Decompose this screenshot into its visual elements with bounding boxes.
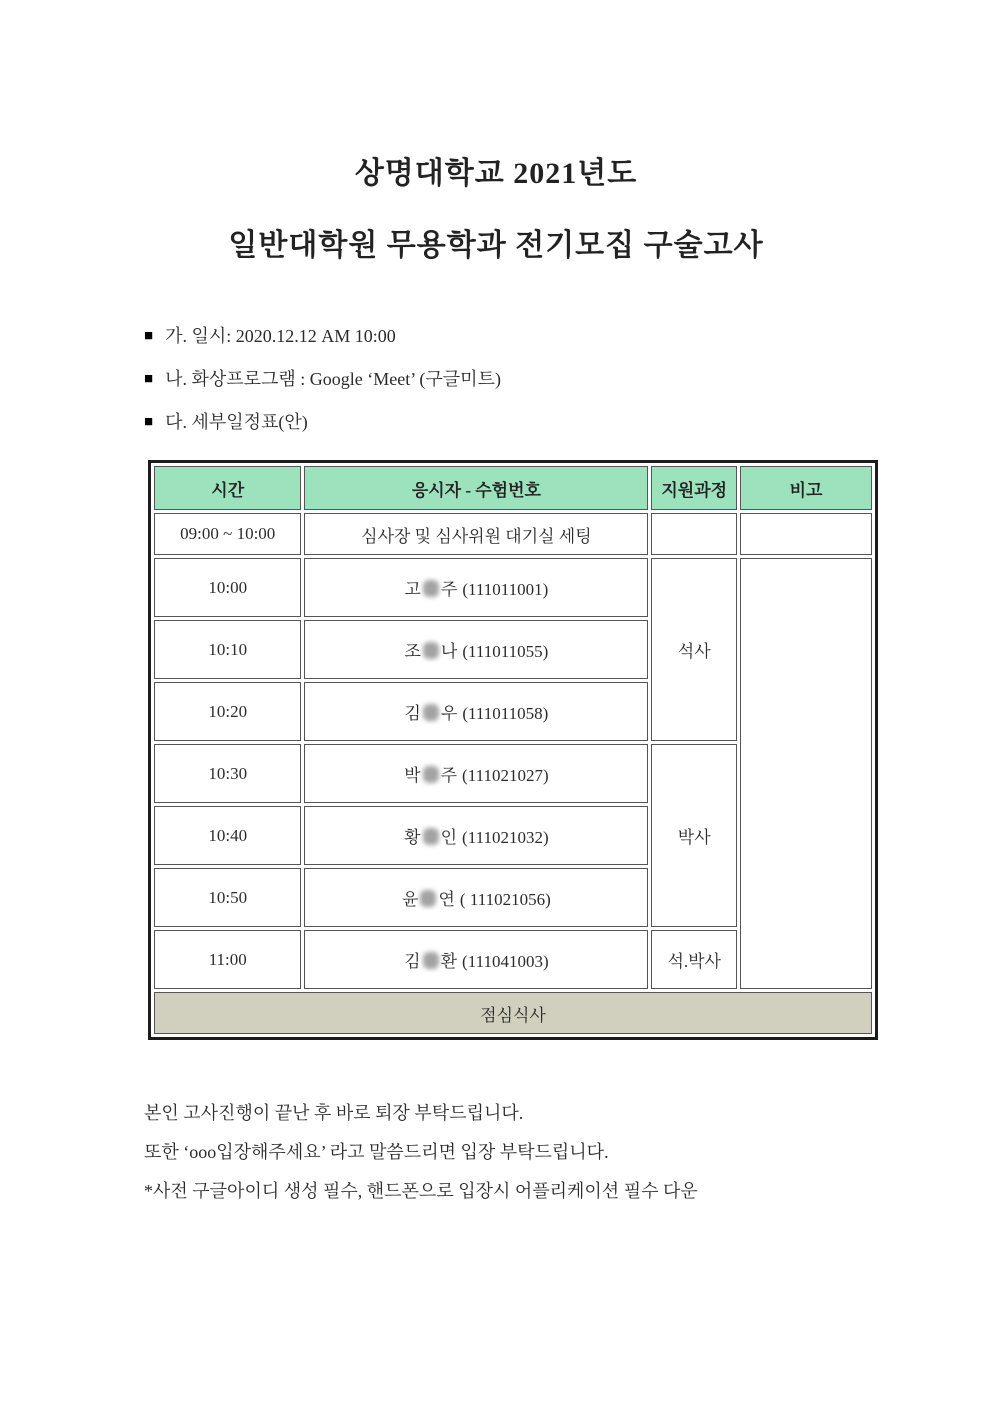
candidate-cell xyxy=(304,744,648,803)
candidate-cell xyxy=(304,620,648,679)
candidate-name-prefix: 윤 xyxy=(402,890,419,909)
time-cell: 10:50 xyxy=(154,868,301,927)
info-list xyxy=(144,324,992,434)
exam-number: (111041003) xyxy=(462,952,549,971)
info-item-label: 다. 세부일정표(안) xyxy=(165,412,308,432)
time-cell: 10:10 xyxy=(154,620,301,679)
col-header-time: 시간 xyxy=(154,466,301,510)
candidate-name-prefix: 조 xyxy=(404,642,421,661)
redacted-character xyxy=(423,580,439,597)
info-item-label: 나. 화상프로그램 : Google ‘Meet’ (구글미트) xyxy=(165,369,501,389)
note-line: 또한 ‘ooo입장해주세요’ 라고 말씀드리면 입장 부탁드립니다. xyxy=(144,1142,609,1162)
setup-time-cell: 09:00 ~ 10:00 xyxy=(154,513,301,555)
candidate-name-suffix: 연 xyxy=(438,890,455,909)
candidate-name-suffix: 인 xyxy=(440,828,458,847)
exam-number: (111011055) xyxy=(462,642,549,661)
candidate-name-prefix: 김 xyxy=(404,704,421,723)
info-item-program xyxy=(144,367,992,391)
table-header-row xyxy=(154,466,872,510)
info-item-date xyxy=(144,324,992,348)
time-cell: 10:20 xyxy=(154,682,301,741)
candidate-name-prefix: 김 xyxy=(404,952,421,971)
info-item-label: 가. 일시: 2020.12.12 AM 10:00 xyxy=(165,326,396,346)
redacted-character xyxy=(420,890,436,907)
title-line-1: 상명대학교 2021년도 xyxy=(354,157,638,190)
title-line-2: 일반대학원 무용학과 전기모집 구술고사 xyxy=(228,229,764,262)
candidate-name-suffix: 환 xyxy=(440,952,458,971)
empty-program-cell xyxy=(651,513,737,555)
setup-description-cell: 심사장 및 심사위원 대기실 세팅 xyxy=(304,513,648,555)
candidate-cell xyxy=(304,930,648,989)
candidate-cell xyxy=(304,806,648,865)
candidate-name-suffix: 나 xyxy=(440,642,458,661)
table-row xyxy=(154,558,872,617)
candidate-name-suffix: 우 xyxy=(440,704,458,723)
exam-number: (111011001) xyxy=(462,580,549,599)
table-row-setup xyxy=(154,513,872,555)
program-cell-doctoral: 박사 xyxy=(651,744,737,927)
footer-notes xyxy=(144,1094,992,1211)
note-line: 본인 고사진행이 끝난 후 바로 퇴장 부탁드립니다. xyxy=(144,1103,524,1123)
redacted-character xyxy=(423,704,439,721)
bullet-square-icon: ■ xyxy=(144,414,154,430)
exam-number: (111021032) xyxy=(462,828,549,847)
program-cell-masters: 석사 xyxy=(651,558,737,741)
info-item-schedule xyxy=(144,410,992,434)
candidate-name-prefix: 고 xyxy=(404,580,421,599)
exam-number: ( 111021056) xyxy=(459,890,551,909)
table-row-lunch xyxy=(154,992,872,1034)
time-cell: 11:00 xyxy=(154,930,301,989)
col-header-program: 지원과정 xyxy=(651,466,737,510)
candidate-cell xyxy=(304,682,648,741)
candidate-cell xyxy=(304,868,648,927)
exam-number: (111011058) xyxy=(462,704,549,723)
exam-number: (111021027) xyxy=(462,766,549,785)
remarks-cell xyxy=(740,558,872,989)
redacted-character xyxy=(423,828,439,845)
candidate-name-prefix: 황 xyxy=(404,828,421,847)
bullet-square-icon: ■ xyxy=(144,328,154,344)
candidate-name-suffix: 주 xyxy=(440,766,458,785)
col-header-candidate: 응시자 - 수험번호 xyxy=(304,466,648,510)
time-cell: 10:00 xyxy=(154,558,301,617)
lunch-cell: 점심식사 xyxy=(154,992,872,1034)
candidate-cell xyxy=(304,558,648,617)
schedule-table xyxy=(148,460,878,1040)
empty-remarks-cell xyxy=(740,513,872,555)
time-cell: 10:30 xyxy=(154,744,301,803)
program-cell-combined: 석.박사 xyxy=(651,930,737,989)
bullet-square-icon: ■ xyxy=(144,371,154,387)
redacted-character xyxy=(423,766,439,783)
col-header-remarks: 비고 xyxy=(740,466,872,510)
redacted-character xyxy=(423,642,439,659)
time-cell: 10:40 xyxy=(154,806,301,865)
redacted-character xyxy=(423,952,439,969)
page-title xyxy=(0,0,992,264)
candidate-name-prefix: 박 xyxy=(404,766,421,785)
note-line: *사전 구글아이디 생성 필수, 핸드폰으로 입장시 어플리케이션 필수 다운 xyxy=(144,1181,698,1201)
candidate-name-suffix: 주 xyxy=(440,580,458,599)
